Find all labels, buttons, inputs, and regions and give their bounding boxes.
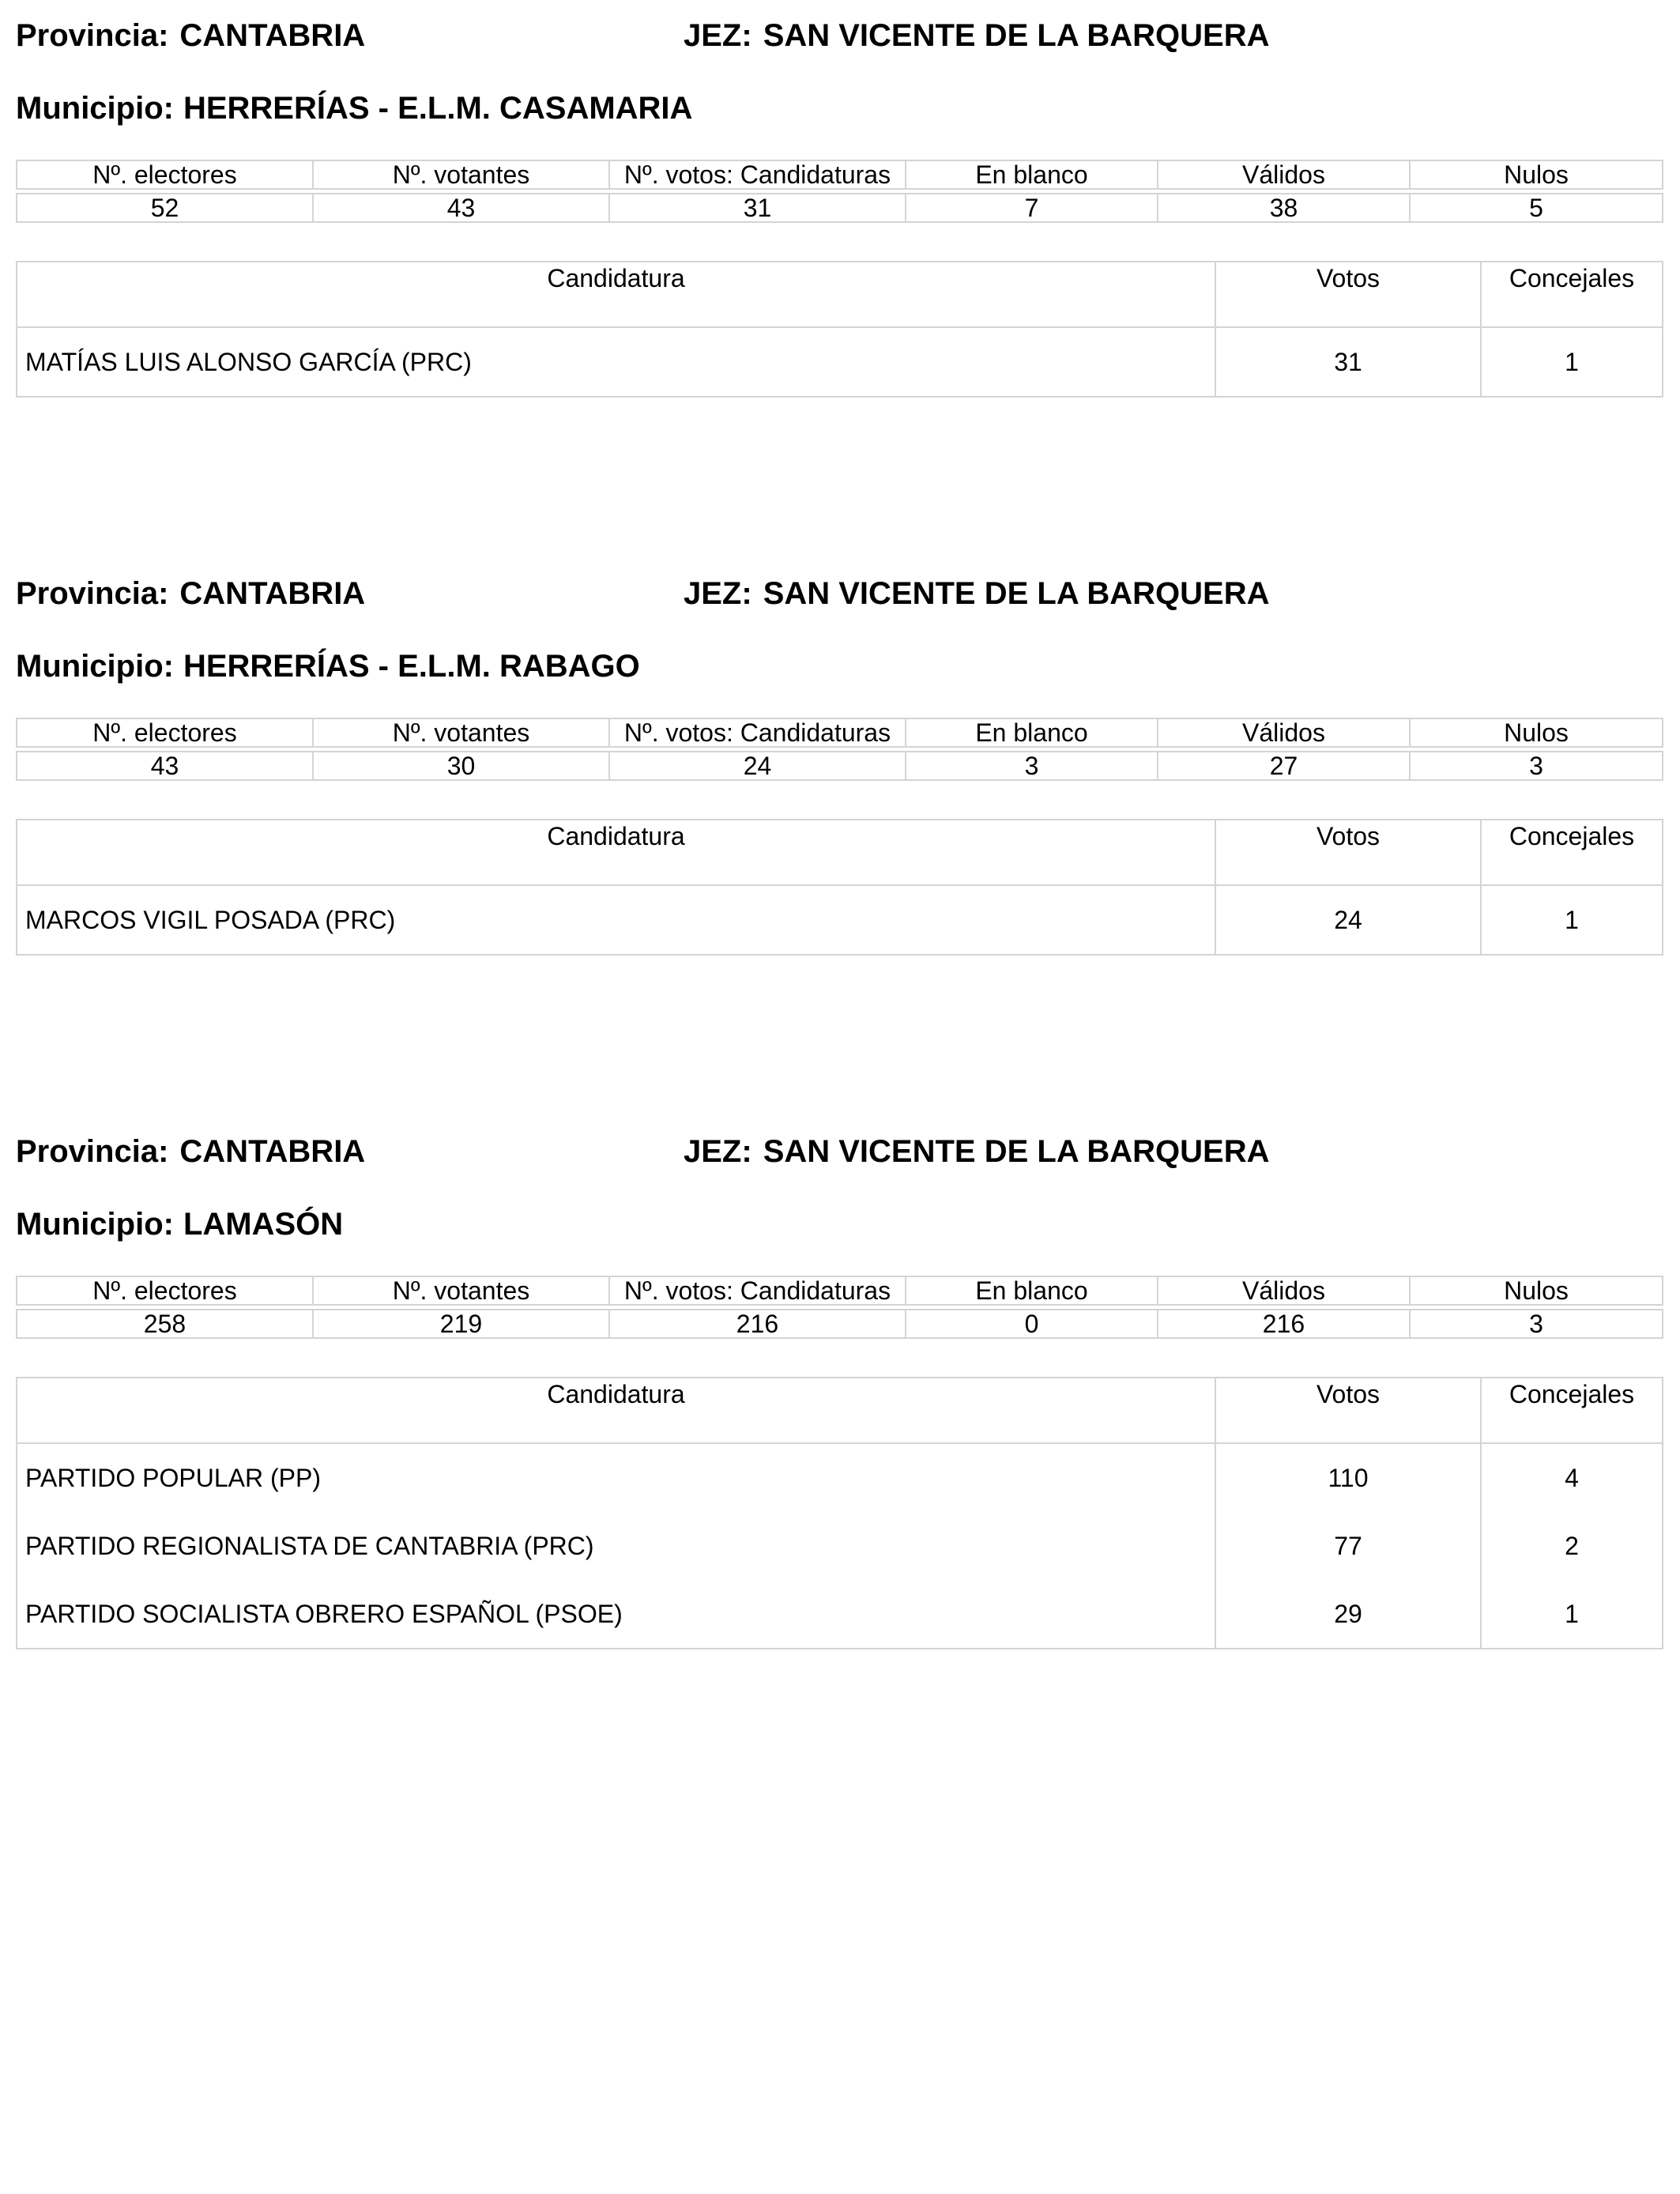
jez-value: SAN VICENTE DE LA BARQUERA: [763, 576, 1270, 611]
candidate-name: PARTIDO POPULAR (PP): [17, 1443, 1215, 1512]
candidate-concejales: 1: [1481, 885, 1663, 955]
stats-header-row: [17, 160, 1663, 189]
municipio-line: [16, 647, 640, 686]
candidate-votos: 31: [1215, 327, 1481, 397]
section-header: [16, 574, 1662, 613]
stats-value-row: [17, 1310, 1663, 1338]
stats-value-row: [17, 194, 1663, 222]
stats-header-votantes: Nº. votantes: [313, 1276, 609, 1305]
section-header: [16, 16, 1662, 55]
stats-table: [16, 1276, 1663, 1339]
candidate-name: MATÍAS LUIS ALONSO GARCÍA (PRC): [17, 327, 1215, 397]
stats-header-electores: Nº. electores: [17, 718, 313, 747]
stats-value-votos-candidaturas: 31: [609, 194, 906, 222]
candidates-table: [16, 819, 1663, 956]
provincia-label: Provincia:: [16, 576, 169, 611]
header-candidatura: Candidatura: [17, 820, 1215, 885]
municipio-line: [16, 1204, 343, 1244]
candidate-row: [17, 327, 1663, 397]
stats-value-votos-candidaturas: 216: [609, 1310, 906, 1338]
candidate-name: PARTIDO SOCIALISTA OBRERO ESPAÑOL (PSOE): [17, 1580, 1215, 1649]
provincia-value: CANTABRIA: [179, 1134, 366, 1169]
candidate-concejales: 4: [1481, 1443, 1663, 1512]
header-votos: Votos: [1215, 262, 1481, 327]
jez-label: JEZ:: [684, 1134, 752, 1169]
candidate-concejales: 1: [1481, 1580, 1663, 1649]
stats-value-electores: 43: [17, 752, 313, 780]
provincia-line: [16, 1132, 365, 1171]
stats-header-validos: Válidos: [1158, 1276, 1410, 1305]
stats-header-validos: Válidos: [1158, 718, 1410, 747]
candidates-header-row: [17, 820, 1663, 885]
stats-header-electores: Nº. electores: [17, 1276, 313, 1305]
header-candidatura: Candidatura: [17, 262, 1215, 327]
stats-header-votantes: Nº. votantes: [313, 160, 609, 189]
stats-value-en-blanco: 0: [906, 1310, 1158, 1338]
provincia-label: Provincia:: [16, 1134, 169, 1169]
stats-header-row: [17, 718, 1663, 747]
candidates-header-row: [17, 262, 1663, 327]
candidate-votos: 29: [1215, 1580, 1481, 1649]
stats-table: [16, 160, 1663, 223]
jez-line: [684, 1132, 1269, 1171]
header-concejales: Concejales: [1481, 820, 1663, 885]
municipio-value: HERRERÍAS - E.L.M. CASAMARIA: [183, 91, 693, 126]
provincia-line: [16, 16, 365, 55]
stats-value-row: [17, 752, 1663, 780]
municipio-label: Municipio:: [16, 1207, 174, 1242]
stats-value-votos-candidaturas: 24: [609, 752, 906, 780]
stats-header-validos: Válidos: [1158, 160, 1410, 189]
section-header: [16, 1132, 1662, 1171]
jez-value: SAN VICENTE DE LA BARQUERA: [763, 18, 1270, 53]
election-section-rabago: [16, 574, 1662, 985]
candidates-header-row: [17, 1378, 1663, 1443]
candidate-concejales: 1: [1481, 327, 1663, 397]
stats-value-en-blanco: 7: [906, 194, 1158, 222]
stats-header-votos-candidaturas: Nº. votos: Candidaturas: [609, 160, 906, 189]
election-section-casamaria: [16, 16, 1662, 427]
candidates-table: [16, 261, 1663, 398]
stats-value-nulos: 3: [1410, 752, 1663, 780]
provincia-line: [16, 574, 365, 613]
stats-value-validos: 27: [1158, 752, 1410, 780]
provincia-label: Provincia:: [16, 18, 169, 53]
stats-value-nulos: 5: [1410, 194, 1663, 222]
stats-header-electores: Nº. electores: [17, 160, 313, 189]
stats-value-votantes: 30: [313, 752, 609, 780]
stats-value-electores: 258: [17, 1310, 313, 1338]
jez-label: JEZ:: [684, 576, 752, 611]
stats-header-en-blanco: En blanco: [906, 160, 1158, 189]
stats-value-nulos: 3: [1410, 1310, 1663, 1338]
candidate-concejales: 2: [1481, 1512, 1663, 1580]
stats-value-validos: 38: [1158, 194, 1410, 222]
stats-header-en-blanco: En blanco: [906, 718, 1158, 747]
stats-header-nulos: Nulos: [1410, 1276, 1663, 1305]
candidate-votos: 77: [1215, 1512, 1481, 1580]
jez-value: SAN VICENTE DE LA BARQUERA: [763, 1134, 1270, 1169]
stats-header-nulos: Nulos: [1410, 160, 1663, 189]
stats-table: [16, 718, 1663, 781]
stats-value-validos: 216: [1158, 1310, 1410, 1338]
candidate-row: [17, 1443, 1663, 1512]
candidate-row: [17, 885, 1663, 955]
stats-header-votos-candidaturas: Nº. votos: Candidaturas: [609, 718, 906, 747]
header-votos: Votos: [1215, 820, 1481, 885]
jez-label: JEZ:: [684, 18, 752, 53]
candidate-row: [17, 1580, 1663, 1649]
provincia-value: CANTABRIA: [179, 18, 366, 53]
jez-line: [684, 16, 1269, 55]
stats-value-electores: 52: [17, 194, 313, 222]
provincia-value: CANTABRIA: [179, 576, 366, 611]
candidates-table: [16, 1377, 1663, 1649]
stats-header-votos-candidaturas: Nº. votos: Candidaturas: [609, 1276, 906, 1305]
stats-value-votantes: 43: [313, 194, 609, 222]
candidate-votos: 110: [1215, 1443, 1481, 1512]
municipio-value: LAMASÓN: [183, 1207, 344, 1242]
stats-value-votantes: 219: [313, 1310, 609, 1338]
header-candidatura: Candidatura: [17, 1378, 1215, 1443]
jez-line: [684, 574, 1269, 613]
candidate-name: MARCOS VIGIL POSADA (PRC): [17, 885, 1215, 955]
stats-header-en-blanco: En blanco: [906, 1276, 1158, 1305]
election-section-lamason: [16, 1132, 1662, 1628]
municipio-label: Municipio:: [16, 91, 174, 126]
municipio-line: [16, 89, 692, 128]
header-concejales: Concejales: [1481, 1378, 1663, 1443]
stats-value-en-blanco: 3: [906, 752, 1158, 780]
header-votos: Votos: [1215, 1378, 1481, 1443]
municipio-label: Municipio:: [16, 649, 174, 684]
stats-header-nulos: Nulos: [1410, 718, 1663, 747]
stats-header-votantes: Nº. votantes: [313, 718, 609, 747]
header-concejales: Concejales: [1481, 262, 1663, 327]
candidate-votos: 24: [1215, 885, 1481, 955]
stats-header-row: [17, 1276, 1663, 1305]
candidate-name: PARTIDO REGIONALISTA DE CANTABRIA (PRC): [17, 1512, 1215, 1580]
candidate-row: [17, 1512, 1663, 1580]
municipio-value: HERRERÍAS - E.L.M. RABAGO: [183, 649, 640, 684]
